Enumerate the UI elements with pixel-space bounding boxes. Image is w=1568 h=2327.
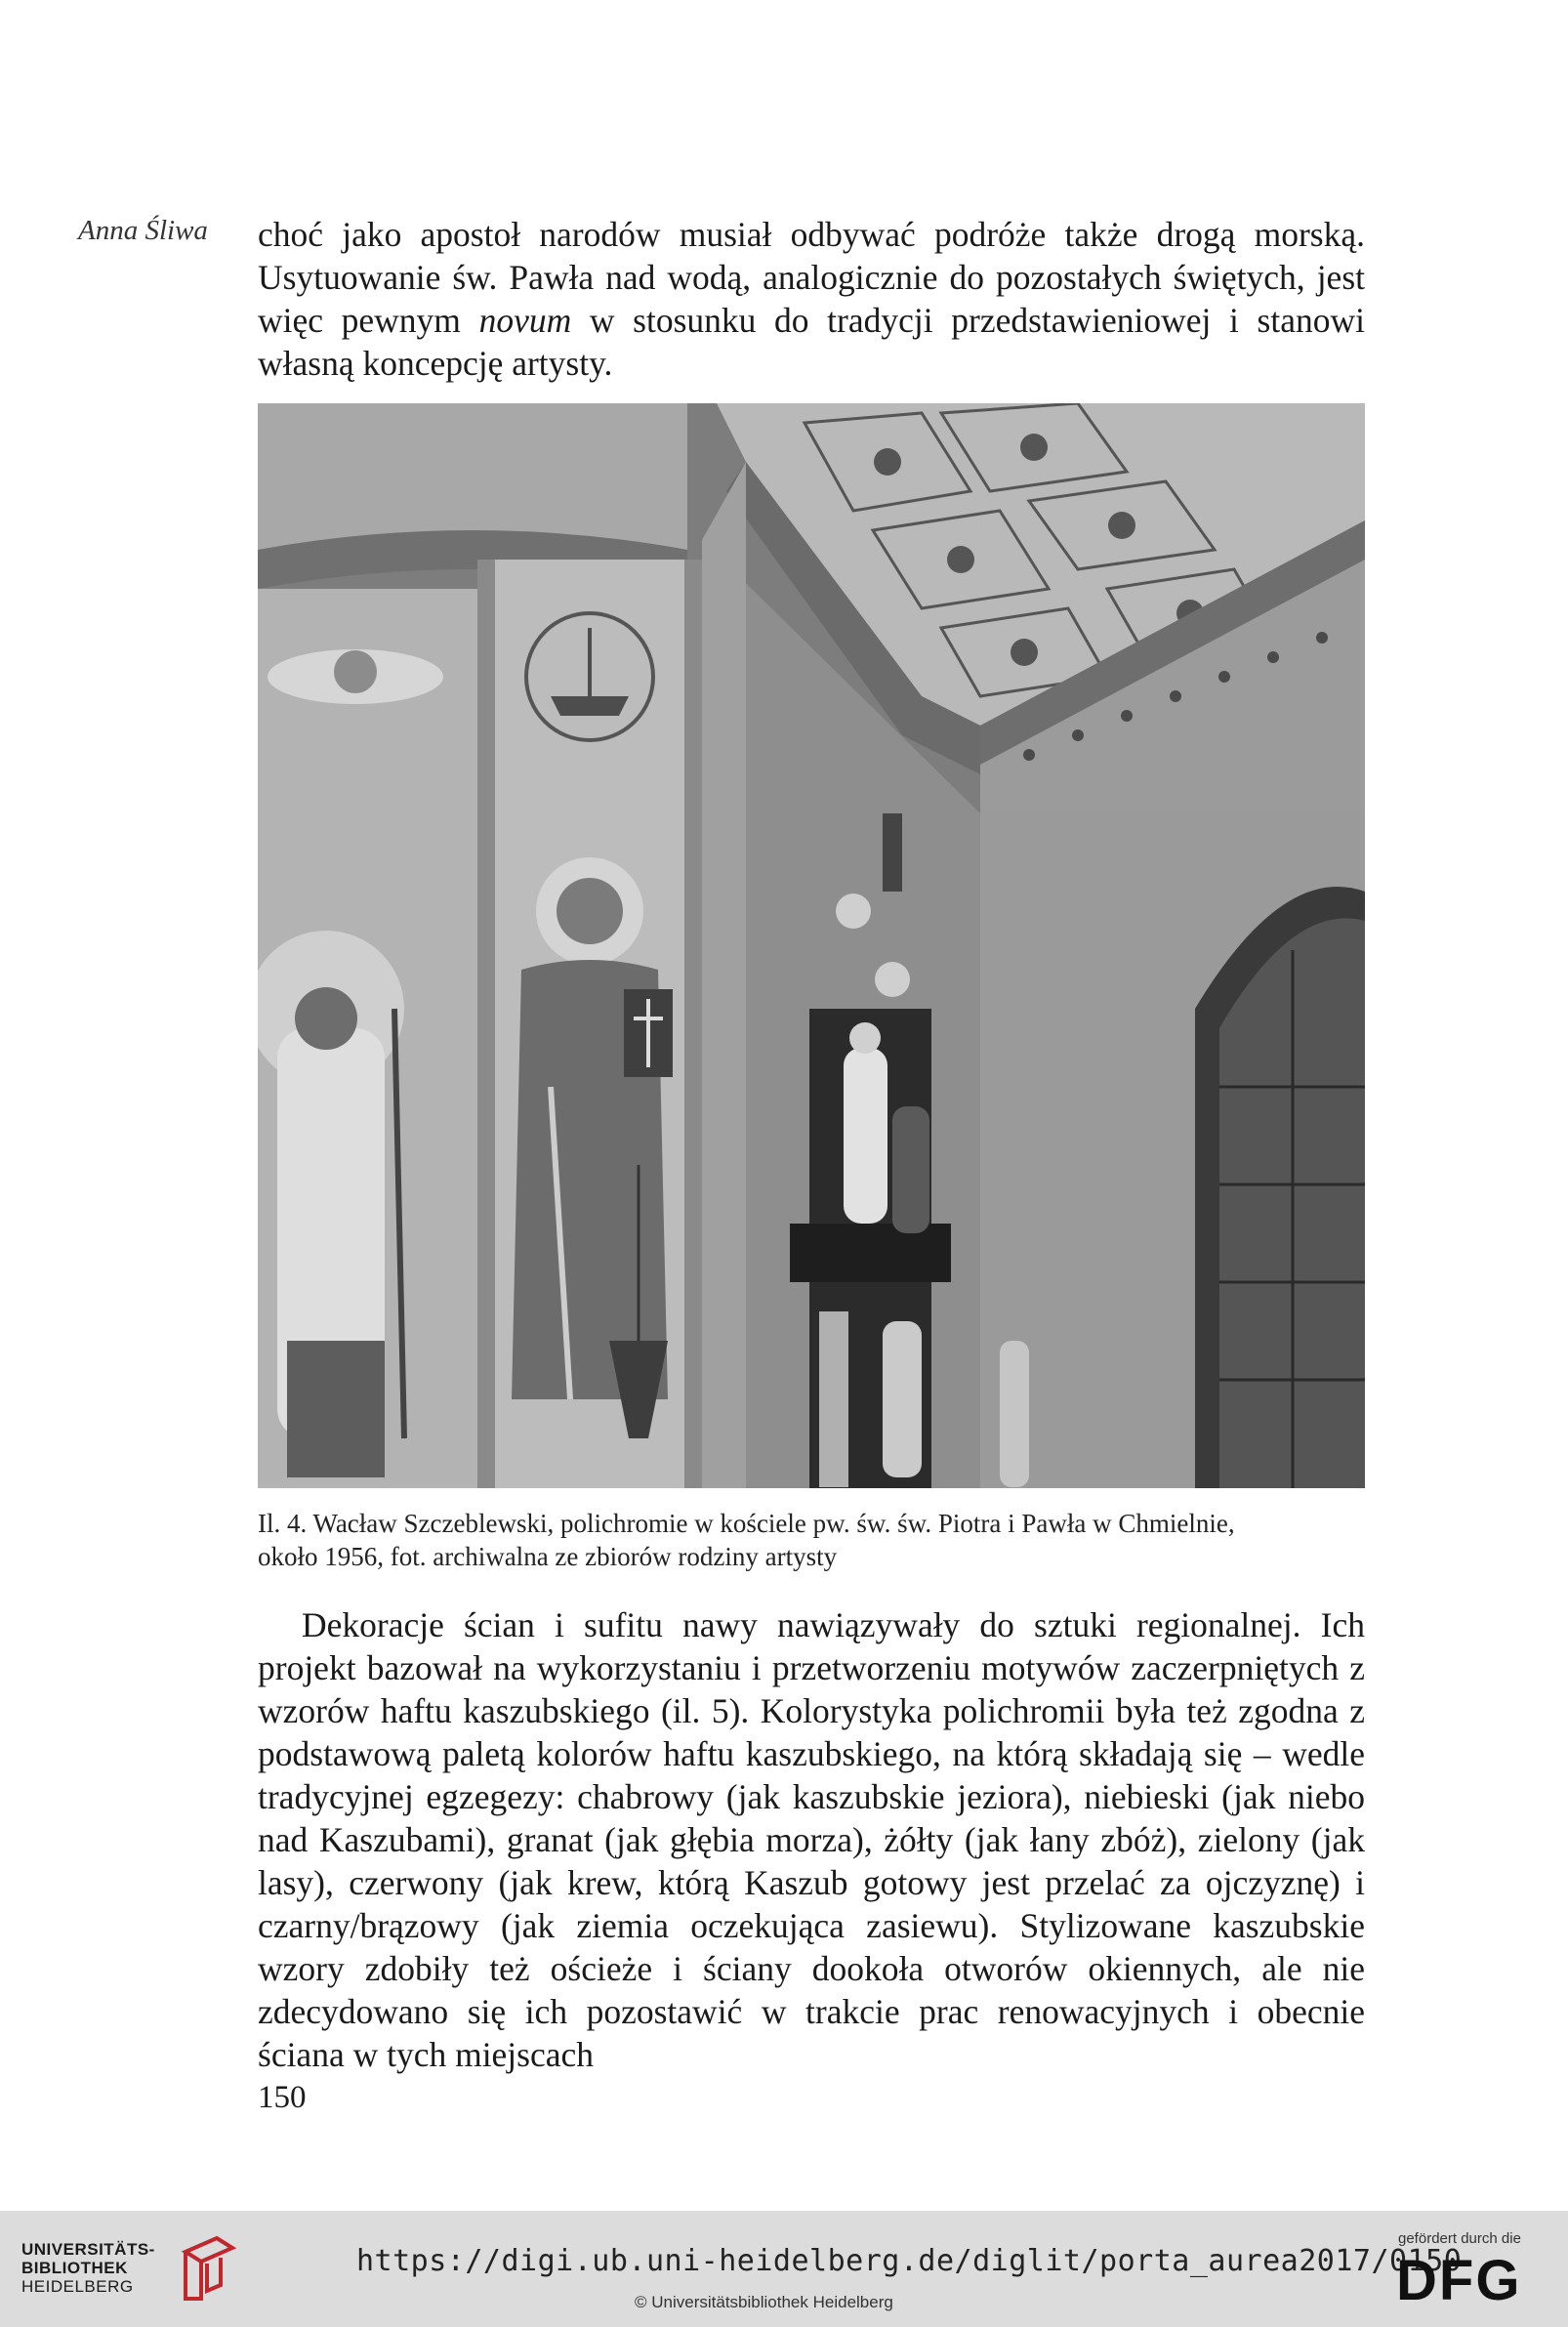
footer-bar [0,2211,1568,2327]
figure-caption-line-1: Il. 4. Wacław Szczeblewski, polichromie w kościele pw. św. św. Piotra i Pawła w Chmielnie, [258,1509,1235,1538]
body-paragraph-1-text-a: choć jako apostoł narodów musiał odbywać podróże także drogą morską. Usytuowanie św. Pawła nad wodą, analogicznie do pozostałych świętych, jest więc pewnym [258,215,1365,340]
running-head-author: Anna Śliwa [78,215,208,246]
library-logo-line-3: HEIDELBERG [21,2277,134,2296]
figure-caption [258,1507,1365,1573]
figure-photograph [258,403,1365,1488]
dfg-logo: DFG [1396,2249,1522,2312]
funding-label: gefördert durch die [1398,2230,1521,2247]
permalink-url[interactable]: https://digi.ub.uni-heidelberg.de/diglit/porta_aurea2017/0150 [356,2244,1463,2278]
library-logo-line-2: BIBLIOTHEK [21,2259,128,2277]
library-logo-line-1: UNIVERSITÄTS- [21,2240,155,2259]
page-number: 150 [258,2080,307,2115]
library-mark-icon [178,2234,236,2303]
library-logo [21,2240,236,2308]
body-paragraph-1-emphasis: novum [478,301,572,340]
body-paragraph-2: Dekoracje ścian i sufitu nawy nawiązywały do sztuki regionalnej. Ich projekt bazował na wykorzystaniu i przetworzeniu motywów zaczerpniętych z wzorów haftu kaszubskiego (il. 5). Kolorystyka polichromii była też zgodna z podstawową paletą kolorów haftu kaszubskiego, na którą składają się – wedle tradycyjnej egzegezy: chabrowy (jak kaszubskie jeziora), niebieski (jak niebo nad Kaszubami), granat (jak głębia morza), żółty (jak łany zbóż), zielony (jak lasy), czerwony (jak krew, którą Kaszub gotowy jest przelać za ojczyznę) i czarny/brązowy (jak ziemia oczekująca zasiewu). Stylizowane kaszubskie wzory zdobiły też ościeże i ściany dookoła otworów okiennych, ale nie zdecydowano się ich pozostawić w trakcie prac renowacyjnych i obecnie ściana w tych miejscach [258,1605,1365,2074]
church-interior-photo [258,403,1365,1488]
body-paragraph-1-text-b: w stosunku do tradycji przedstawieniowej i stanowi własną koncepcję artysty. [258,301,1365,383]
body-paragraph-1 [258,213,1365,385]
figure-caption-line-2: około 1956, fot. archiwalna ze zbiorów rodziny artysty [258,1542,838,1571]
copyright-notice: © Universitätsbibliothek Heidelberg [635,2293,893,2311]
